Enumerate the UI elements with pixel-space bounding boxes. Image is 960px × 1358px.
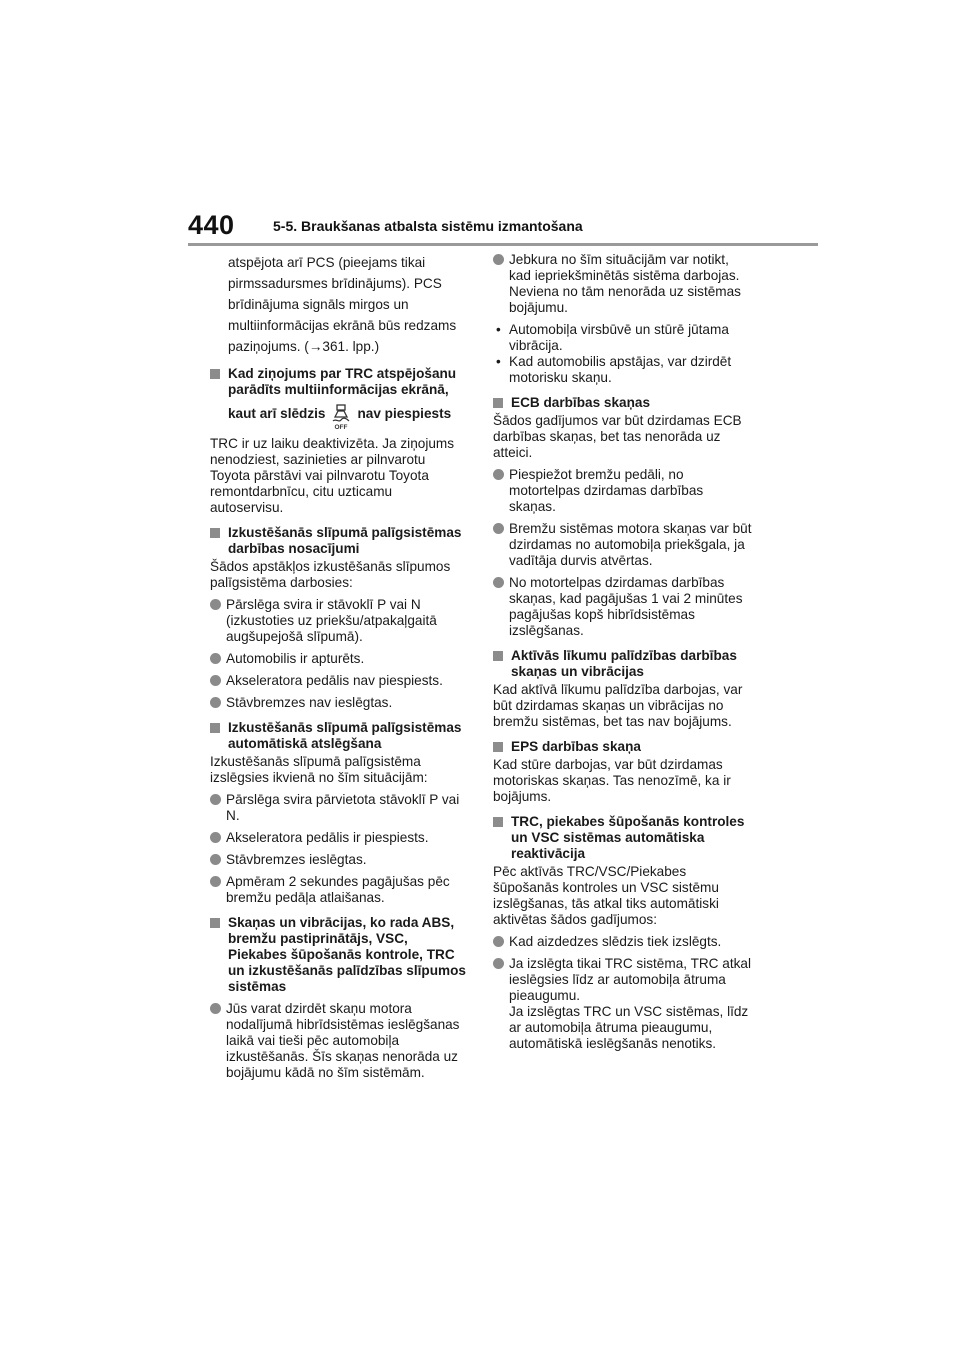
section-body: Šādos apstākļos izkustēšanās slīpumos palīgsistēma darbosies: [210,559,451,590]
bullet-dot [210,653,221,664]
section-heading [210,525,468,557]
bullet-dot [210,697,221,708]
section-marker [210,918,220,928]
section-marker [493,817,503,827]
section-body: Izkustēšanās slīpumā palīgsistēma izslēgsies ikvienā no šīm situācijām: [210,754,428,785]
section-heading [210,366,468,434]
section-body: Šādos gadījumos var būt dzirdamas ECB darbības skaņas, bet tas nenorāda uz atteici. [493,413,742,460]
section-body: Kad stūre darbojas, var būt dzirdamas motoriskas skaņas. Tas nenozīmē, ka ir bojājums. [493,757,731,804]
dash-item: • Automobiļa virsbūvē un stūrē jūtama vibrācija. [496,322,729,353]
bullet-dot [493,958,504,969]
left-column [210,252,468,1087]
bullet-dot [493,469,504,480]
trc-off-switch-icon [331,404,351,434]
list-item: Akseleratora pedālis ir piespiests. [210,830,468,846]
section-title: ECB darbības skaņas [511,395,651,410]
list-item: Pārslēga svira ir stāvoklī P vai N (izkustoties uz priekšu/atpakaļgaitā augšupejošā slīpumā). [210,597,468,645]
section-title: nav piespiests [357,406,452,421]
bullet-dot [493,577,504,588]
section-heading [210,915,468,995]
bullet-dot [210,854,221,865]
list-item: Akseleratora pedālis nav piespiests. [210,673,468,689]
list-item: Kad aizdedzes slēdzis tiek izslēgts. [493,934,753,950]
section-title: Skaņas un vibrācijas, ko rada ABS, bremžu pastiprinātājs, VSC, Piekabes šūpošanās kontrole, TRC un izkustēšanās palīdzības slīpumos sistēmas [228,915,466,994]
list-item: Stāvbremzes nav ieslēgtas. [210,695,468,711]
list-item: Piespiežot bremžu pedāli, no motortelpas dzirdamas darbības skaņas. [493,467,753,515]
section-body: Pēc aktīvās TRC/VSC/Piekabes šūpošanās kontroles un VSC sistēmu izslēgšanas, tās atkal tiks automātiski aktivētas šādos gadījumos: [493,864,719,927]
section-marker [210,723,220,733]
section-heading [493,814,753,862]
section-title: Aktīvās līkumu palīdzības darbības skaņas un vibrācijas [511,648,737,679]
page-header [188,210,818,246]
list-item: No motortelpas dzirdamas darbības skaņas, kad pagājušas 1 vai 2 minūtes pagājušas kopš hibrīdsistēmas izslēgšanas. [493,575,753,639]
section-marker [493,398,503,408]
bullet-dot [493,523,504,534]
section-heading [210,720,468,752]
chapter-title: 5-5. Braukšanas atbalsta sistēmu izmantošana [273,218,583,234]
section-heading [493,648,753,680]
list-item: Jūs varat dzirdēt skaņu motora nodalījumā hibrīdsistēmas ieslēgšanas laikā vai tieši pēc automobiļa izkustēšanās. Šīs skaņas nenorāda uz bojājumu kādā no šīm sistēmām. [210,1001,468,1081]
section-marker [210,369,220,379]
section-title: Izkustēšanās slīpumā palīgsistēmas darbības nosacījumi [228,525,462,556]
intro-text: atspējota arī PCS (pieejams tikai pirmssadursmes brīdinājums). PCS brīdinājuma signāls mirgos un multiinformācijas ekrānā būs redzams paziņojums. (→361. lpp.) [228,255,457,354]
bullet-dot [210,794,221,805]
list-item: Ja izslēgta tikai TRC sistēma, TRC atkal ieslēgsies līdz ar automobiļa ātruma pieaugumu. Ja izslēgtas TRC un VSC sistēmas, līdz ar automobiļa ātruma pieaugumu, automātiskā ieslēgšanās nenotiks. [493,956,753,1052]
bullet-dot [210,1003,221,1014]
section-marker [210,528,220,538]
list-item: Jebkura no šīm situācijām var notikt, kad iepriekšminētās sistēma darbojas. Neviena no tām nenorāda uz sistēmas bojājumu. [493,252,753,316]
bullet-dot [493,254,504,265]
list-item: Automobilis ir apturēts. [210,651,468,667]
section-title: EPS darbības skaņa [511,739,641,754]
section-title: Izkustēšanās slīpumā palīgsistēmas automātiskā atslēgšana [228,720,462,751]
section-body: TRC ir uz laiku deaktivizēta. Ja ziņojums nenodziest, sazinieties ar pilnvarotu Toyota pārstāvi vai pilnvarotu Toyota remontdarbnīcu, citu uzticamu autoservisu. [210,436,455,515]
section-title: Kad ziņojums par TRC atspējošanu parādīts multiinformācijas ekrānā, [228,366,457,397]
bullet-dot [210,832,221,843]
list-item: Stāvbremzes ieslēgtas. [210,852,468,868]
bullet-dot [493,936,504,947]
section-heading [493,395,753,411]
bullet-dot [210,876,221,887]
page-number: 440 [188,210,235,240]
dash-item: • Kad automobilis apstājas, var dzirdēt motorisku skaņu. [496,354,732,385]
section-marker [493,742,503,752]
header-rule [188,243,818,246]
section-heading [493,739,753,755]
section-marker [493,651,503,661]
list-item: Bremžu sistēmas motora skaņas var būt dzirdamas no automobiļa priekšgala, ja vadītāja durvis atvērtas. [493,521,753,569]
bullet-dot [210,599,221,610]
list-item: Pārslēga svira pārvietota stāvoklī P vai N. [210,792,468,824]
svg-text:OFF: OFF [334,424,348,430]
right-column [493,252,753,1058]
section-title: kaut arī slēdzis [228,406,326,421]
section-title: TRC, piekabes šūpošanās kontroles un VSC sistēmas automātiska reaktivācija [511,814,745,861]
bullet-dot [210,675,221,686]
section-body: Kad aktīvā līkumu palīdzība darbojas, var būt dzirdamas skaņas un vibrācijas no bremžu sistēmas, bet tas nav bojājums. [493,682,743,729]
list-item: Apmēram 2 sekundes pagājušas pēc bremžu pedāļa atlaišanas. [210,874,468,906]
